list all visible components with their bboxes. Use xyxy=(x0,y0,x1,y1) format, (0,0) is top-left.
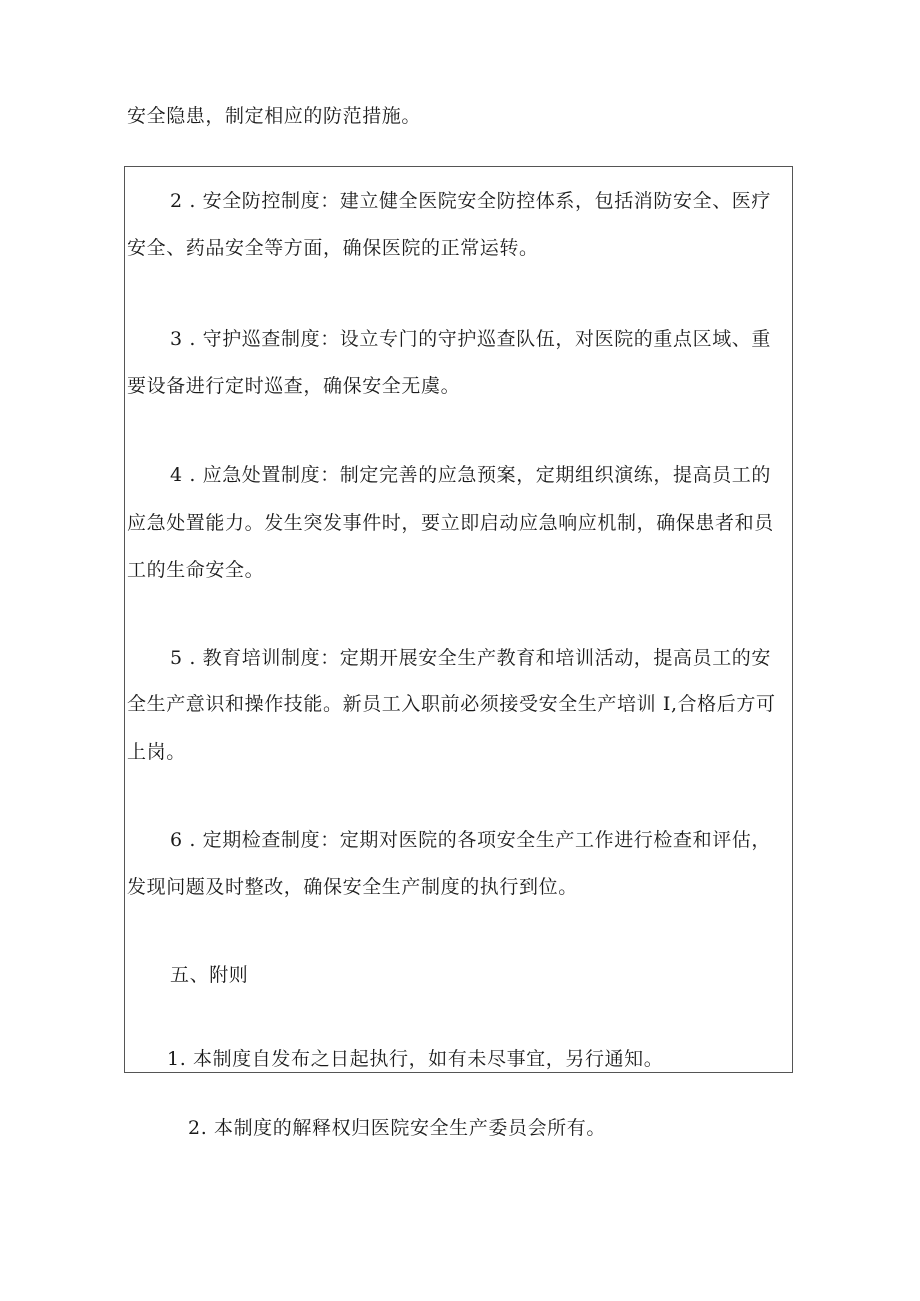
item-3-line-1: 3 . 守护巡查制度：设立专门的守护巡查队伍，对医院的重点区域、重 xyxy=(170,328,772,350)
item-4-line-3: 工的生命安全。 xyxy=(127,559,265,581)
item-2-line-2: 安全、药品安全等方面，确保医院的正常运转。 xyxy=(127,237,539,259)
item-2-line-1: 2 . 安全防控制度：建立健全医院安全防控体系，包括消防安全、医疗 xyxy=(170,190,772,212)
item-5-line-1: 5 . 教育培训制度：定期开展安全生产教育和培训活动，提高员工的安 xyxy=(170,647,772,669)
rule-2: 2. 本制度的解释权归医院安全生产委员会所有。 xyxy=(188,1117,606,1139)
item-6-line-1: 6 . 定期检查制度：定期对医院的各项安全生产工作进行检查和评估， xyxy=(170,829,772,851)
item-6-line-2: 发现问题及时整改，确保安全生产制度的执行到位。 xyxy=(127,876,578,898)
item-4-line-1: 4 . 应急处置制度：制定完善的应急预案，定期组织演练，提高员工的 xyxy=(170,464,772,486)
item-3-line-2: 要设备进行定时巡查，确保安全无虞。 xyxy=(127,375,461,397)
item-5-line-3: 上岗。 xyxy=(127,741,186,763)
item-4-line-2: 应急处置能力。发生突发事件时，要立即启动应急响应机制，确保患者和员 xyxy=(127,512,774,534)
rule-1: 1. 本制度自发布之日起执行，如有未尽事宜，另行通知。 xyxy=(167,1048,664,1070)
content-frame xyxy=(124,166,793,1073)
section-heading: 五、附则 xyxy=(170,964,249,986)
intro-line: 安全隐患，制定相应的防范措施。 xyxy=(127,105,422,127)
item-5-line-2: 全生产意识和操作技能。新员工入职前必须接受安全生产培训 I,合格后方可 xyxy=(127,693,776,715)
